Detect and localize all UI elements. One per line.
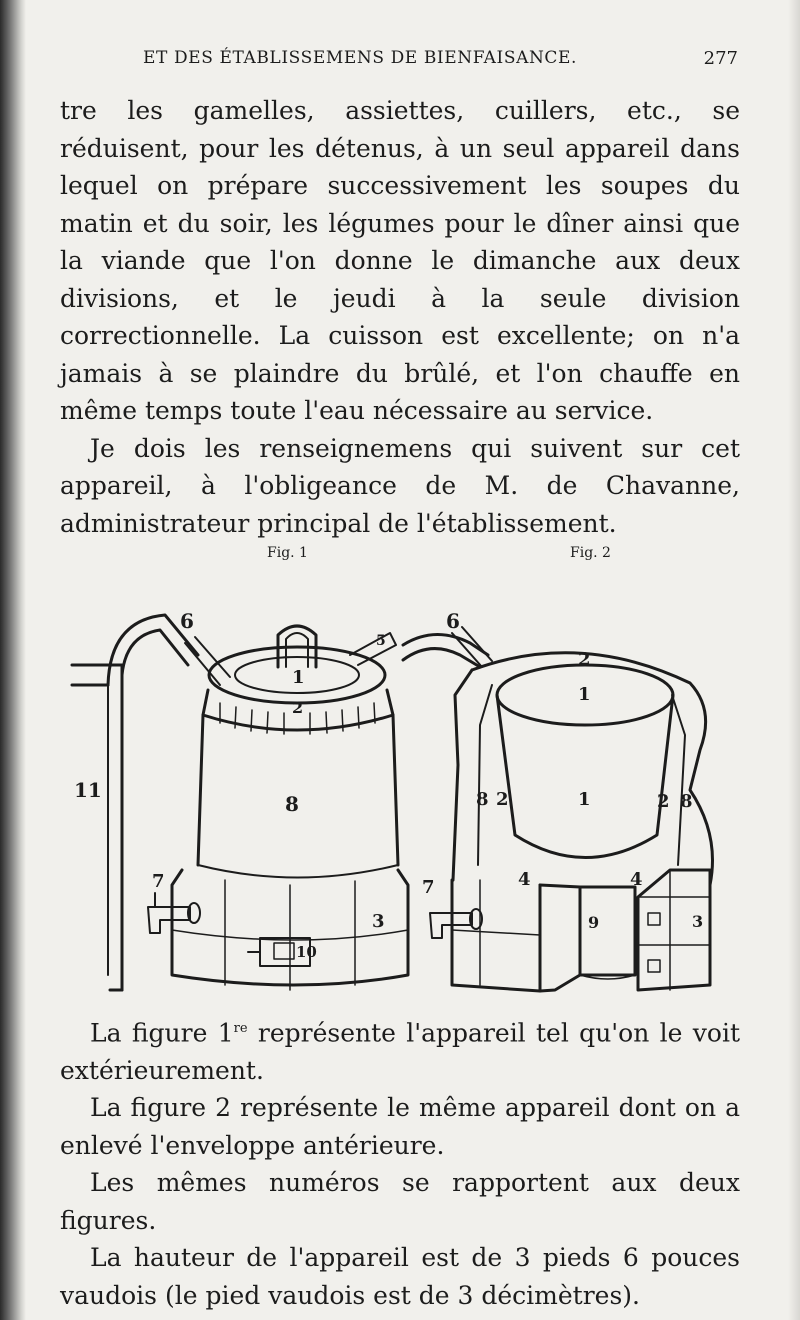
fig1-label-11: 11 bbox=[74, 778, 102, 802]
figure-1-superscript: re bbox=[233, 1021, 248, 1036]
fig2-label-6: 6 bbox=[446, 609, 460, 633]
figure-1-text-b: représente l'appareil tel qu'on le voit extérieurement. bbox=[60, 1018, 740, 1085]
fig1-caption: Fig. 1 bbox=[267, 545, 308, 561]
fig2-label-1-mid: 1 bbox=[578, 789, 591, 810]
page-right-edge bbox=[788, 0, 800, 1320]
fig1-label-7: 7 bbox=[152, 871, 165, 892]
fig2-label-1-top: 1 bbox=[578, 684, 591, 705]
paragraph-height: La hauteur de l'appareil est de 3 pieds 6 pouces vaudois (le pied vaudois est de 3 décimètres). bbox=[60, 1243, 740, 1310]
paragraph-acknowledgement: Je dois les renseignemens qui suivent sur cet appareil, à l'obligeance de M. de Chavanne, administrateur principal de l'établissement. bbox=[60, 433, 740, 538]
fig2-label-2-left: 2 bbox=[496, 789, 509, 810]
fig2-label-3: 3 bbox=[692, 912, 704, 931]
apparatus-illustration bbox=[60, 535, 750, 1005]
fig1-label-2: 2 bbox=[292, 698, 304, 717]
fig2-label-9: 9 bbox=[588, 913, 600, 932]
fig2-label-4-left: 4 bbox=[518, 869, 531, 890]
fig1-label-1: 1 bbox=[292, 667, 305, 688]
page-binding-edge bbox=[0, 0, 26, 1320]
paragraph-figure-2: La figure 2 représente le même appareil dont on a enlevé l'enveloppe antérieure. bbox=[60, 1093, 740, 1160]
fig2-label-8-left: 8 bbox=[476, 789, 489, 810]
fig1-label-10: 10 bbox=[296, 943, 317, 961]
fig2-label-2-right: 2 bbox=[657, 791, 670, 812]
fig1-label-3: 3 bbox=[372, 911, 385, 932]
fig2-caption: Fig. 2 bbox=[570, 545, 611, 561]
running-title: ET DES ÉTABLISSEMENS DE BIENFAISANCE. bbox=[143, 48, 578, 68]
fig2-label-8-right: 8 bbox=[680, 791, 693, 812]
fig2-label-2-top: 2 bbox=[578, 649, 591, 670]
fig2-label-4-right: 4 bbox=[630, 869, 643, 890]
fig1-label-8: 8 bbox=[285, 792, 299, 816]
figure-plate bbox=[60, 535, 750, 1005]
page-number: 277 bbox=[703, 48, 738, 69]
figure-1-text-a: La figure 1 bbox=[90, 1018, 234, 1048]
paragraph-numbering: Les mêmes numéros se rapportent aux deux figures. bbox=[60, 1168, 740, 1235]
paragraph-continued: tre les gamelles, assiettes, cuillers, etc., se réduisent, pour les détenus, à un seul appareil dans lequel on prépare successivement les soupes du matin et du soir, les légumes pour le dîner ainsi que la viande que l'on donne le dimanche aux deux divisions, et le jeudi à la seule division correctionnelle. La cuisson est excellente; on n'a jamais à se plaindre du brûlé, et l'on chauffe en même temps toute l'eau nécessaire au service. bbox=[60, 96, 740, 425]
lower-text-block bbox=[60, 1010, 740, 1314]
fig1-label-5: 5 bbox=[376, 633, 386, 649]
fig1-label-6: 6 bbox=[180, 609, 194, 633]
fig2-label-7: 7 bbox=[422, 877, 435, 898]
running-head bbox=[143, 48, 738, 74]
upper-text-block bbox=[60, 92, 740, 542]
paragraph-figure-1 bbox=[60, 1010, 740, 1089]
